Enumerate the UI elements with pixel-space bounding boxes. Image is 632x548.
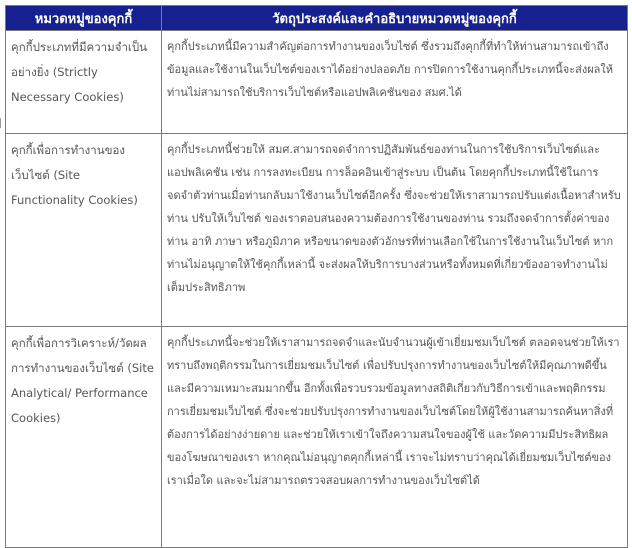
- table-row-site-functionality: [6, 134, 628, 327]
- table-header: [6, 6, 628, 31]
- description-cell: คุกกี้ประเภทนี้มีความสำคัญต่อการทำงานของเว็บไซต์ ซึ่งรวมถึงคุกกี้ที่ทำให้ท่านสามารถเข้าถึงข้อมูลและใช้งานในเว็บไซต์ของเราได้อย่างปลอดภัย การปิดการใช้งานคุกกี้ประเภทนี้จะส่งผลให้ท่านไม่สามารถใช้บริการเว็บไซต์หรือแอปพลิเคชันของ สมศ.ได้: [162, 31, 628, 134]
- cookie-category-table: [5, 5, 628, 548]
- description-cell: คุกกี้ประเภทนี้จะช่วยให้เราสามารถจดจำและนับจำนวนผู้เข้าเยี่ยมชมเว็บไซต์ ตลอดจนช่วยให้เราทราบถึงพฤติกรรมในการเยี่ยมชมเว็บไซต์ เพื่อปรับปรุงการทำงานของเว็บไซต์ให้มีคุณภาพดีขึ้นและมีความเหมาะสมมากขึ้น อีกทั้งเพื่อรวบรวมข้อมูลทางสถิติเกี่ยวกับวิธีการเข้าและพฤติกรรมการเยี่ยมชมเว็บไซต์ ซึ่งจะช่วยปรับปรุงการทำงานของเว็บไซต์โดยให้ผู้ใช้งานสามารถค้นหาสิ่งที่ต้องการได้อย่างง่ายดาย และช่วยให้เราเข้าใจถึงความสนใจของผู้ใช้ และวัดความมีประสิทธิผลของโฆษณาของเรา หากคุณไม่อนุญาตคุกกี้เหล่านี้ เราจะไม่ทราบว่าคุณได้เยี่ยมชมเว็บไซต์ของเราเมื่อใด และจะไม่สามารถตรวจสอบผลการทำงานของเว็บไซต์ได้: [162, 327, 628, 548]
- category-cell: คุกกี้เพื่อการทำงานของเว็บไซต์ (Site Functionality Cookies): [6, 134, 162, 327]
- table-body: [6, 31, 628, 548]
- table-row-strictly-necessary: [6, 31, 628, 134]
- category-cell: คุกกี้เพื่อการวิเคราะห์/วัดผลการทำงานของเว็บไซต์ (Site Analytical/ Performance Cookies): [6, 327, 162, 548]
- table-row-site-analytical: [6, 327, 628, 548]
- header-category: หมวดหมู่ของคุกกี้: [6, 6, 162, 31]
- category-cell: คุกกี้ประเภทที่มีความจำเป็นอย่างยิ่ง (Strictly Necessary Cookies): [6, 31, 162, 134]
- header-description: วัตถุประสงค์และคำอธิบายหมวดหมู่ของคุกกี้: [162, 6, 628, 31]
- edge-mark: [0, 118, 4, 128]
- description-cell: คุกกี้ประเภทนี้ช่วยให้ สมศ.สามารถจดจำการปฏิสัมพันธ์ของท่านในการใช้บริการเว็บไซต์และแอปพลิเคชัน เช่น การลงทะเบียน การล็อคอินเข้าสู่ระบบ เป็นต้น โดยคุกกี้ประเภทนี้ใช้ในการจดจำตัวท่านเมื่อท่านกลับมาใช้งานเว็บไซต์อีกครั้ง ซึ่งจะช่วยให้เราสามารถปรับแต่งเนื้อหาสำหรับท่าน ปรับให้เว็บไซต์ ของเราตอบสนองความต้องการใช้งานของท่าน รวมถึงจดจำการตั้งค่าของท่าน อาทิ ภาษา หรือภูมิภาค หรือขนาดของตัวอักษรที่ท่านเลือกใช้ในการใช้งานในเว็บไซต์ หากท่านไม่อนุญาตให้ใช้คุกกี้เหล่านี้ จะส่งผลให้บริการบางส่วนหรือทั้งหมดที่เกี่ยวข้องอาจทำงานไม่เต็มประสิทธิภาพ: [162, 134, 628, 327]
- header-row: [6, 6, 628, 31]
